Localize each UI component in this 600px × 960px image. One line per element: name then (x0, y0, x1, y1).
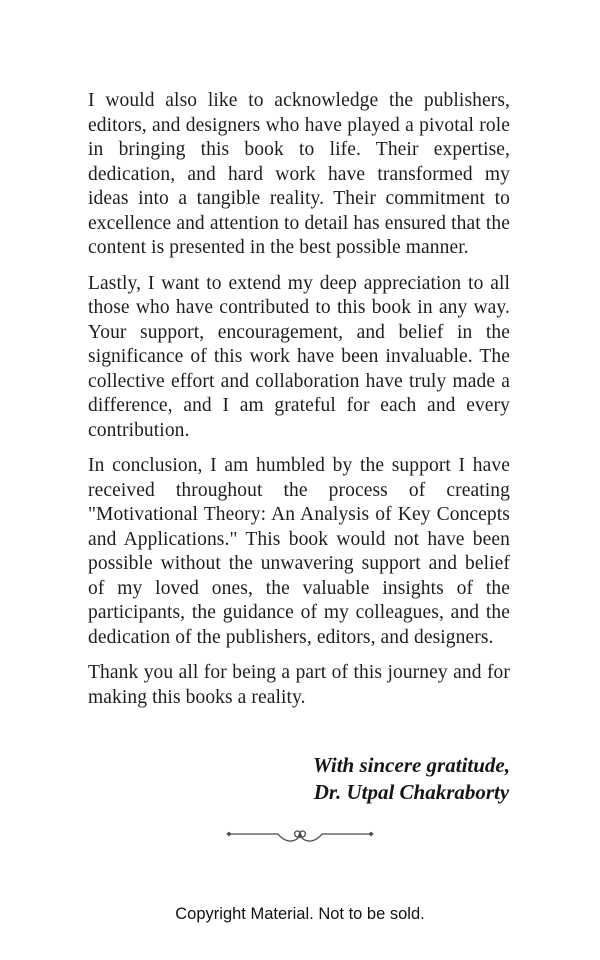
paragraph-deep-appreciation: Lastly, I want to extend my deep appreciation to all those who have contributed to this book in any way. Your support, encouragement, and belief in the significance of this work have been invaluable. The collective effort and collaboration have truly made a difference, and I am grateful for each and every contribution. (88, 272, 510, 441)
paragraph-publishers-editors: I would also like to acknowledge the publishers, editors, and designers who have played a pivotal role in bringing this book to life. Their expertise, dedication, and hard work have transformed my ideas into a tangible reality. Their commitment to excellence and attention to detail has ensured that the content is presented in the best possible manner. (88, 90, 510, 258)
paragraph-thank-you: Thank you all for being a part of this journey and for making this books a reality. (88, 662, 510, 708)
signature-block (313, 752, 510, 806)
paragraph-in-conclusion: In conclusion, I am humbled by the support I have received throughout the process of creating "Motivational Theory: An Analysis of Key Concepts and Applications." This book would not have been possible without the unwavering support and belief of my loved ones, the valuable insights of the participants, the guidance of my colleagues, and the dedication of the publishers, editors, and designers. (88, 455, 510, 648)
flourish-divider (0, 822, 600, 852)
flourish-icon (224, 822, 376, 852)
copyright-notice: Copyright Material. Not to be sold. (175, 905, 425, 923)
signature-closing: With sincere gratitude, (313, 753, 510, 777)
signature-name: Dr. Utpal Chakraborty (313, 780, 510, 804)
